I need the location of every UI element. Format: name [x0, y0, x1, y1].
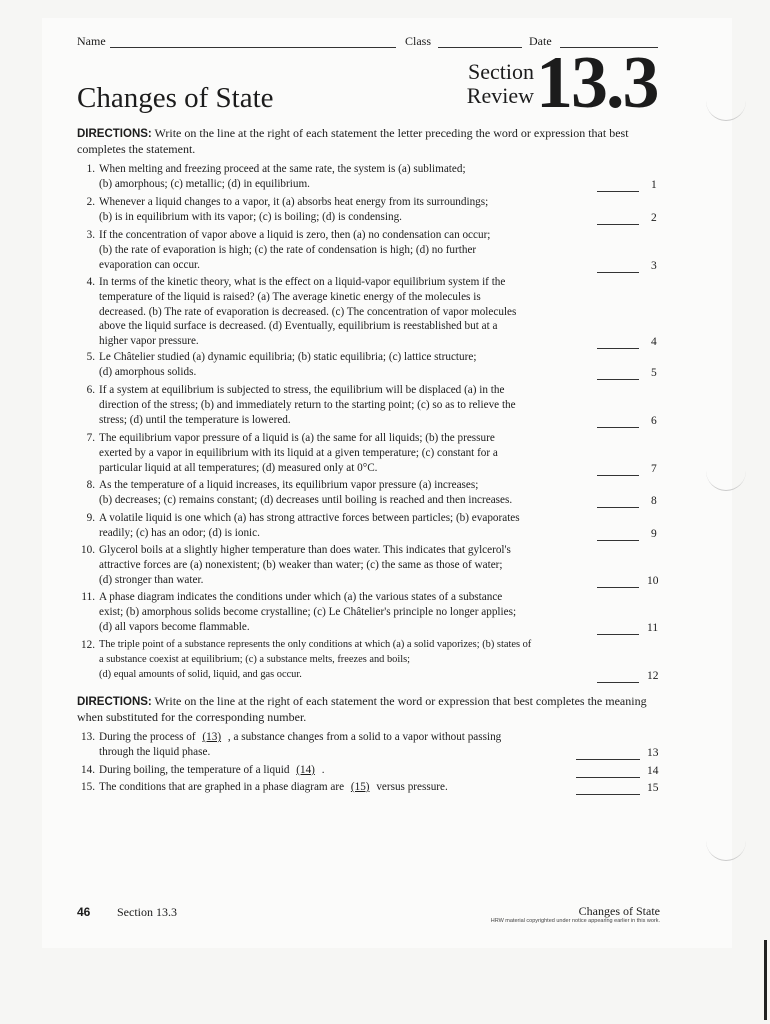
question-line: The triple point of a substance represents the only conditions at which (a) a solid vaporizes; (b) states of — [99, 639, 532, 650]
question-number: 12. — [81, 639, 95, 651]
answer-blank[interactable] — [576, 777, 640, 778]
question-line: The equilibrium vapor pressure of a liquid is (a) the same for all liquids; (b) the pressure — [99, 432, 495, 444]
question-line: (b) the rate of evaporation is high; (c) the rate of condensation is high; (d) no further — [99, 243, 477, 256]
answer-blank[interactable] — [576, 759, 640, 760]
question-line: readily; (c) has an odor; (d) is ionic. — [99, 526, 260, 539]
question-line: through the liquid phase. — [99, 745, 211, 758]
question-text — [99, 195, 569, 225]
question-line: Le Châtelier studied (a) dynamic equilibria; (b) static equilibria; (c) lattice structure; — [99, 351, 477, 363]
review-word: Review — [466, 83, 534, 108]
question-text — [99, 431, 569, 475]
question-number: 7. — [86, 432, 95, 444]
question-line: (d) amorphous solids. — [99, 365, 197, 378]
page-number: 46 — [77, 905, 91, 919]
answer-blank[interactable] — [597, 379, 639, 380]
question-text — [99, 350, 569, 380]
answer-blank[interactable] — [597, 224, 639, 225]
question-line: higher vapor pressure. — [99, 335, 199, 348]
section-word: Section — [468, 59, 534, 84]
question-line: (b) is in equilibrium with its vapor; (c) is boiling; (d) is condensing. — [99, 210, 402, 223]
section-number: 13.3 — [536, 42, 658, 124]
question-number: 11. — [81, 591, 95, 603]
question-post-text: versus pressure. — [373, 781, 448, 793]
question-line — [99, 763, 579, 778]
question-text — [99, 590, 569, 634]
answer-number: 4 — [651, 336, 657, 349]
question-line: (d) stronger than water. — [99, 573, 204, 586]
question-number: 9. — [86, 512, 95, 524]
answer-blank[interactable] — [597, 587, 639, 588]
directions-1 — [77, 126, 667, 157]
page-title: Changes of State — [77, 82, 274, 114]
answer-blank[interactable] — [597, 475, 639, 476]
name-field[interactable] — [110, 47, 396, 48]
question-text — [99, 780, 579, 795]
question-number: 1. — [86, 163, 95, 175]
answer-blank[interactable] — [576, 794, 640, 795]
question-line: (b) amorphous; (c) metallic; (d) in equilibrium. — [99, 177, 310, 190]
date-label: Date — [529, 34, 552, 48]
question-number: 8. — [86, 479, 95, 491]
scan-edge — [764, 940, 767, 1020]
question-line: a substance coexist at equilibrium; (c) a substance melts, freezes and boils; — [99, 653, 411, 665]
answer-number: 13 — [647, 746, 659, 759]
question-text — [99, 730, 579, 760]
answer-number: 15 — [647, 782, 659, 794]
question-line: If the concentration of vapor above a liquid is zero, then (a) no condensation can occur; — [99, 229, 491, 241]
name-label: Name — [77, 34, 106, 48]
answer-blank[interactable] — [597, 540, 639, 541]
question-line: When melting and freezing proceed at the same rate, the system is (a) sublimated; — [99, 163, 466, 175]
question-line — [99, 730, 579, 745]
directions-2 — [77, 694, 667, 725]
question-pre-text: During the process of — [99, 731, 199, 743]
answer-number: 10 — [647, 574, 659, 587]
question-text — [99, 763, 579, 778]
question-number: 13. — [81, 731, 95, 743]
question-line: exist; (b) amorphous solids become crystalline; (c) Le Châtelier's principle no longer applies; — [99, 605, 517, 618]
question-text — [99, 383, 569, 427]
inline-blank-label: (13) — [202, 731, 222, 743]
answer-number: 6 — [651, 414, 657, 427]
answer-number: 1 — [651, 178, 657, 191]
directions-text: Write on the line at the right of each statement the letter preceding the word or expression that best completes the statement. — [77, 126, 629, 156]
answer-blank[interactable] — [597, 272, 639, 273]
question-text — [99, 638, 569, 682]
inline-blank-label: (15) — [350, 781, 370, 793]
question-line — [99, 780, 579, 795]
answer-number: 12 — [647, 669, 659, 682]
question-line: Whenever a liquid changes to a vapor, it (a) absorbs heat energy from its surroundings; — [99, 196, 489, 208]
question-line: A volatile liquid is one which (a) has strong attractive forces between particles; (b) evaporates — [99, 512, 520, 524]
question-line: evaporation can occur. — [99, 258, 200, 271]
question-number: 14. — [81, 764, 95, 776]
footer-title: Changes of State — [578, 904, 660, 918]
answer-number: 7 — [651, 462, 657, 475]
question-line: decreased. (b) The rate of evaporation is decreased. (c) The concentration of vapor molecules — [99, 305, 517, 318]
footer-section: Section 13.3 — [117, 905, 177, 919]
question-line: As the temperature of a liquid increases, its equilibrium vapor pressure (a) increases; — [99, 479, 479, 491]
answer-blank[interactable] — [597, 682, 639, 683]
answer-blank[interactable] — [597, 634, 639, 635]
question-line: stress; (d) until the temperature is lowered. — [99, 413, 291, 426]
answer-number: 8 — [651, 494, 657, 507]
class-field[interactable] — [438, 47, 522, 48]
answer-blank[interactable] — [597, 348, 639, 349]
question-number: 15. — [81, 781, 95, 793]
answer-blank[interactable] — [597, 507, 639, 508]
question-line: exerted by a vapor in equilibrium with its liquid at a given temperature; (c) constant for a — [99, 446, 498, 459]
question-text — [99, 162, 569, 192]
question-post-text: , a substance changes from a solid to a vapor without passing — [225, 731, 502, 743]
question-line: temperature of the liquid is raised? (a) The average kinetic energy of the molecules is — [99, 290, 481, 303]
answer-number: 5 — [651, 366, 657, 379]
question-line: particular liquid at all temperatures; (d) measured only at 0°C. — [99, 461, 378, 474]
class-label: Class — [405, 34, 432, 48]
answer-blank[interactable] — [597, 427, 639, 428]
question-number: 3. — [86, 229, 95, 241]
question-text — [99, 511, 569, 541]
question-line: above the liquid surface is decreased. (d) Eventually, equilibrium is reestablished but at a — [99, 320, 498, 333]
question-pre-text: During boiling, the temperature of a liquid — [99, 764, 293, 776]
question-text — [99, 478, 569, 508]
question-number: 2. — [86, 196, 95, 208]
copyright-notice: HRW material copyrighted under notice appearing earlier in this work. — [490, 918, 660, 924]
inline-blank-label: (14) — [296, 764, 315, 776]
question-line: direction of the stress; (b) and immediately return to the starting point; (c) so as to relieve the — [99, 398, 516, 411]
question-number: 4. — [86, 276, 95, 288]
question-number: 6. — [86, 384, 95, 396]
answer-blank[interactable] — [597, 191, 639, 192]
question-line: Glycerol boils at a slightly higher temperature than does water. This indicates that gylcerol's — [99, 544, 511, 556]
question-text — [99, 228, 569, 272]
question-line: attractive forces are (a) nonexistent; (b) weaker than water; (c) the same as those of water; — [99, 558, 503, 571]
question-line: A phase diagram indicates the conditions under which (a) the various states of a substance — [99, 591, 503, 603]
question-line: In terms of the kinetic theory, what is the effect on a liquid-vapor equilibrium system if the — [99, 276, 506, 288]
answer-number: 11 — [647, 621, 659, 634]
question-text — [99, 543, 569, 587]
question-post-text: . — [318, 764, 325, 776]
directions-text: Write on the line at the right of each statement the word or expression that best completes the meaning when substituted for the corresponding number. — [77, 694, 647, 724]
question-line: (d) all vapors become flammable. — [99, 620, 250, 633]
answer-number: 3 — [651, 259, 657, 272]
answer-number: 14 — [647, 765, 659, 777]
question-text — [99, 275, 569, 349]
question-line: (b) decreases; (c) remains constant; (d) decreases until boiling is reached and then increases. — [99, 493, 513, 506]
question-line: If a system at equilibrium is subjected to stress, the equilibrium will be displaced (a) in the — [99, 384, 505, 396]
directions-label: DIRECTIONS: — [77, 696, 152, 708]
question-pre-text: The conditions that are graphed in a phase diagram are — [99, 781, 347, 793]
question-number: 10. — [81, 544, 95, 556]
directions-label: DIRECTIONS: — [77, 128, 152, 140]
question-line: (d) equal amounts of solid, liquid, and gas occur. — [99, 668, 302, 680]
answer-number: 9 — [651, 527, 657, 540]
answer-number: 2 — [651, 211, 657, 224]
question-number: 5. — [86, 351, 95, 363]
